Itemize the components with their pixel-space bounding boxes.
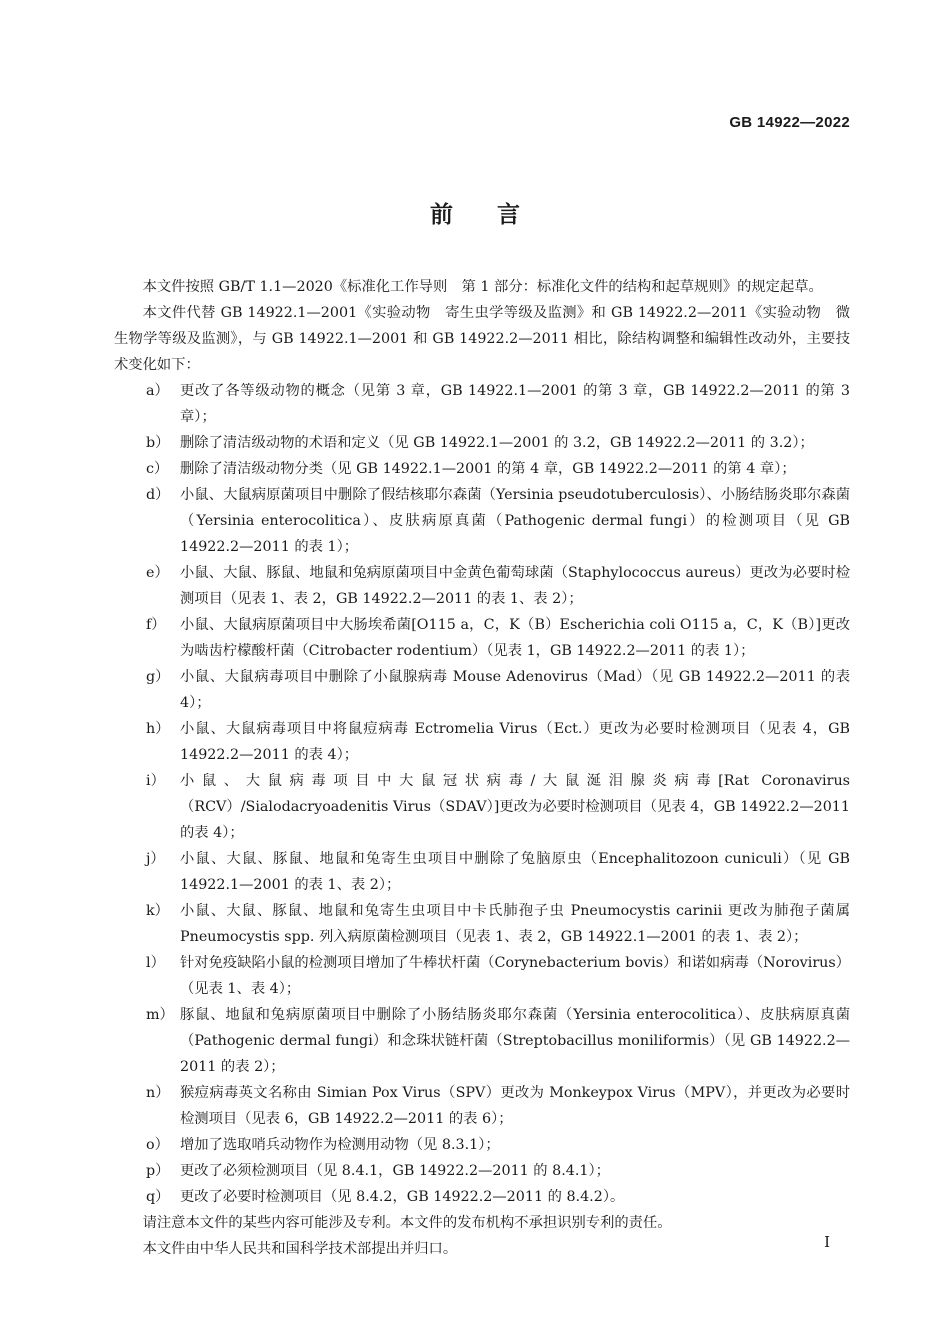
list-item-text: 更改了必须检测项目（见 8.4.1，GB 14922.2—2011 的 8.4.1）；	[180, 1163, 610, 1179]
list-item-label: b）	[146, 435, 170, 451]
list-item-text: 小鼠、大鼠病原菌项目中大肠埃希菌[O115 a，C，K（B）Escherichia coli O115 a，C，K（B）]更改为啮齿柠檬酸杆菌（Citrobacter rodentium）（见表 1，GB 14922.2—2011 的表 1）；	[180, 617, 850, 659]
list-item-label: l）	[146, 955, 165, 971]
list-item-label: m）	[146, 1007, 174, 1023]
paragraph-proposer: 本文件由中华人民共和国科学技术部提出并归口。	[142, 1241, 458, 1257]
page-number: I	[824, 1233, 830, 1251]
list-item-label: e）	[146, 565, 169, 581]
list-item-label: f）	[146, 617, 166, 633]
list-item-text: 小鼠、大鼠、豚鼠、地鼠和兔寄生虫项目中删除了兔脑原虫（Encephalitozoon cuniculi）（见 GB 14922.1—2001 的表 1、表 2）；	[180, 851, 850, 893]
list-item	[114, 1080, 850, 1132]
list-item-text: 小鼠、大鼠、豚鼠、地鼠和兔寄生虫项目中卡氏肺孢子虫 Pneumocystis carinii 更改为肺孢子菌属 Pneumocystis spp. 列入病原菌检测项目（见表 1、表 2，GB 14922.1—2001 的表 1、表 2）；	[180, 903, 850, 945]
list-item	[114, 482, 850, 560]
list-item-label: q）	[146, 1189, 170, 1205]
list-item-text: 猴痘病毒英文名称由 Simian Pox Virus（SPV）更改为 Monkeypox Virus（MPV），并更改为必要时检测项目（见表 6，GB 14922.2—2011 的表 6）；	[180, 1085, 850, 1127]
list-item	[114, 560, 850, 612]
list-item-text: 增加了选取哨兵动物作为检测用动物（见 8.3.1）；	[180, 1137, 500, 1153]
standard-number: GB 14922—2022	[729, 114, 850, 131]
list-item	[114, 612, 850, 664]
list-item-text: 删除了清洁级动物分类（见 GB 14922.1—2001 的第 4 章，GB 14922.2—2011 的第 4 章）；	[180, 461, 796, 477]
list-item-label: k）	[146, 903, 169, 919]
list-item-text: 更改了必要时检测项目（见 8.4.2，GB 14922.2—2011 的 8.4.2）。	[180, 1189, 625, 1205]
list-item	[114, 1132, 850, 1158]
list-item-label: p）	[146, 1163, 170, 1179]
list-item-text: 小鼠、大鼠病原菌项目中删除了假结核耶尔森菌（Yersinia pseudotuberculosis）、小肠结肠炎耶尔森菌（Yersinia enterocolitica）、皮肤病原真菌（Pathogenic dermal fungi）的检测项目（见 GB 14922.2—2011 的表 1）；	[180, 487, 850, 555]
list-item-text: 小鼠、大鼠病毒项目中大鼠冠状病毒/大鼠涎泪腺炎病毒[Rat Coronavirus（RCV）/Sialodacryoadenitis Virus（SDAV）]更改为必要时检测项目（见表 4，GB 14922.2—2011 的表 4）；	[180, 773, 850, 841]
list-item-text: 删除了清洁级动物的术语和定义（见 GB 14922.1—2001 的 3.2，GB 14922.2—2011 的 3.2）；	[180, 435, 814, 451]
list-item-label: n）	[146, 1085, 170, 1101]
list-item-label: o）	[146, 1137, 169, 1153]
paragraph-patent-notice: 请注意本文件的某些内容可能涉及专利。本文件的发布机构不承担识别专利的责任。	[142, 1215, 672, 1231]
paragraph-replacement: 本文件代替 GB 14922.1—2001《实验动物 寄生虫学等级及监测》和 GB 14922.2—2011《实验动物 微生物学等级及监测》，与 GB 14922.1—2001 和 GB 14922.2—2011 相比，除结构调整和编辑性改动外，主要技术变化如下：	[114, 305, 850, 373]
list-item	[114, 456, 850, 482]
list-item	[114, 1184, 850, 1210]
technical-changes-list	[114, 378, 850, 1210]
list-item	[114, 898, 850, 950]
list-item-label: a）	[146, 383, 169, 399]
list-item-text: 小鼠、大鼠病毒项目中删除了小鼠腺病毒 Mouse Adenovirus（Mad）（见 GB 14922.2—2011 的表 4）；	[180, 669, 850, 711]
list-item	[114, 664, 850, 716]
list-item-label: c）	[146, 461, 169, 477]
page-title: 前言	[430, 202, 564, 228]
list-item-label: g）	[146, 669, 170, 685]
list-item-label: i）	[146, 773, 165, 789]
list-item-text: 小鼠、大鼠病毒项目中将鼠痘病毒 Ectromelia Virus（Ect.）更改为必要时检测项目（见表 4，GB 14922.2—2011 的表 4）；	[180, 721, 850, 763]
paragraph-drafting-rule: 本文件按照 GB/T 1.1—2020《标准化工作导则 第 1 部分：标准化文件的结构和起草规则》的规定起草。	[142, 279, 823, 295]
list-item-label: h）	[146, 721, 170, 737]
list-item-label: j）	[146, 851, 165, 867]
list-item-text: 更改了各等级动物的概念（见第 3 章，GB 14922.1—2001 的第 3 章，GB 14922.2—2011 的第 3 章）；	[180, 383, 850, 425]
list-item	[114, 846, 850, 898]
list-item-label: d）	[146, 487, 170, 503]
list-item-text: 豚鼠、地鼠和兔病原菌项目中删除了小肠结肠炎耶尔森菌（Yersinia enterocolitica）、皮肤病原真菌（Pathogenic dermal fungi）和念珠状链杆菌（Streptobacillus moniliformis）（见 GB 14922.2—2011 的表 2）；	[180, 1007, 850, 1075]
list-item	[114, 1002, 850, 1080]
list-item	[114, 716, 850, 768]
list-item	[114, 1158, 850, 1184]
list-item	[114, 378, 850, 430]
list-item	[114, 950, 850, 1002]
list-item-text: 小鼠、大鼠、豚鼠、地鼠和兔病原菌项目中金黄色葡萄球菌（Staphylococcus aureus）更改为必要时检测项目（见表 1、表 2，GB 14922.2—2011 的表 1、表 2）；	[180, 565, 850, 607]
foreword-body	[114, 274, 850, 1262]
list-item	[114, 430, 850, 456]
list-item	[114, 768, 850, 846]
list-item-text: 针对免疫缺陷小鼠的检测项目增加了牛棒状杆菌（Corynebacterium bovis）和诺如病毒（Norovirus）（见表 1、表 4）；	[180, 955, 850, 997]
